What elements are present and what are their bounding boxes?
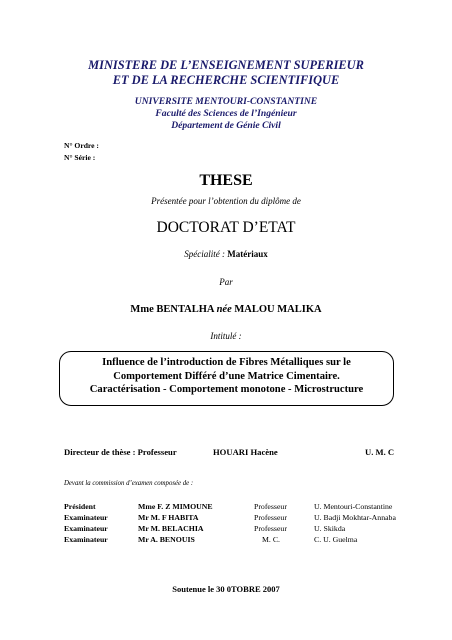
jury-row bbox=[64, 513, 444, 524]
jury-role: Examinateur bbox=[64, 513, 108, 522]
intitule-text: Intitulé : bbox=[210, 331, 242, 341]
jury-row bbox=[64, 524, 444, 535]
ministry-line-2: ET DE LA RECHERCHE SCIENTIFIQUE bbox=[112, 73, 340, 87]
jury-name: Mr M. BELACHIA bbox=[138, 524, 204, 533]
presentee-text: Présentée pour l’obtention du diplôme de bbox=[151, 196, 301, 206]
department-name: Département de Génie Civil bbox=[171, 120, 281, 131]
speciality-value: Matériaux bbox=[227, 249, 268, 259]
defense-date: Soutenue le 30 0TOBRE 2007 bbox=[172, 584, 280, 594]
jury-role: Président bbox=[64, 502, 96, 511]
director-institution: U. M. C bbox=[365, 447, 395, 457]
jury-intro: Devant la commission d’examen composée de : bbox=[64, 480, 194, 487]
author-name-suffix: MALOU MALIKA bbox=[234, 304, 322, 315]
jury-table bbox=[64, 502, 444, 552]
faculty-name: Faculté des Sciences de l’Ingénieur bbox=[155, 108, 297, 119]
director-label: Directeur de thèse : Professeur bbox=[64, 447, 177, 457]
speciality-line bbox=[0, 249, 452, 259]
director-name: HOUARI Hacène bbox=[213, 447, 278, 457]
jury-name: Mr A. BENOUIS bbox=[138, 535, 195, 544]
jury-role: Examinateur bbox=[64, 535, 108, 544]
order-number-label: N° Ordre : bbox=[64, 141, 99, 150]
degree-title: DOCTORAT D’ETAT bbox=[156, 219, 296, 236]
speciality-label: Spécialité : bbox=[184, 249, 225, 259]
jury-affiliation: U. Skikda bbox=[314, 524, 346, 533]
author-name-prefix: Mme BENTALHA bbox=[130, 304, 214, 315]
jury-affiliation: U. Badji Mokhtar-Annaba bbox=[314, 513, 396, 522]
jury-row bbox=[64, 535, 444, 546]
author-nee: née bbox=[216, 304, 232, 315]
jury-affiliation: U. Mentouri-Constantine bbox=[314, 502, 393, 511]
jury-grade: Professeur bbox=[254, 502, 287, 511]
thesis-title-line-3: Caractérisation - Comportement monotone - Microstructure bbox=[89, 384, 364, 395]
jury-role: Examinateur bbox=[64, 524, 108, 533]
jury-name: Mr M. F HABITA bbox=[138, 513, 199, 522]
thesis-title-line-2: Comportement Différé d’une Matrice Cimentaire. bbox=[113, 370, 340, 382]
thesis-title-line-1: Influence de l’introduction de Fibres Métalliques sur le bbox=[102, 357, 351, 368]
ministry-line-1: MINISTERE DE L’ENSEIGNEMENT SUPERIEUR bbox=[88, 58, 364, 72]
author-name bbox=[0, 304, 452, 315]
par-text: Par bbox=[219, 277, 233, 287]
these-heading: THESE bbox=[199, 172, 253, 189]
jury-grade: M. C. bbox=[262, 535, 280, 544]
jury-grade: Professeur bbox=[254, 513, 287, 522]
jury-name: Mme F. Z MIMOUNE bbox=[138, 502, 213, 511]
jury-grade: Professeur bbox=[254, 524, 287, 533]
jury-row bbox=[64, 502, 444, 513]
thesis-title-box bbox=[59, 351, 394, 406]
jury-affiliation: C. U. Guelma bbox=[314, 535, 358, 544]
thesis-title bbox=[60, 356, 393, 397]
university-name: UNIVERSITE MENTOURI-CONSTANTINE bbox=[134, 96, 318, 107]
series-number-label: N° Série : bbox=[64, 153, 96, 162]
